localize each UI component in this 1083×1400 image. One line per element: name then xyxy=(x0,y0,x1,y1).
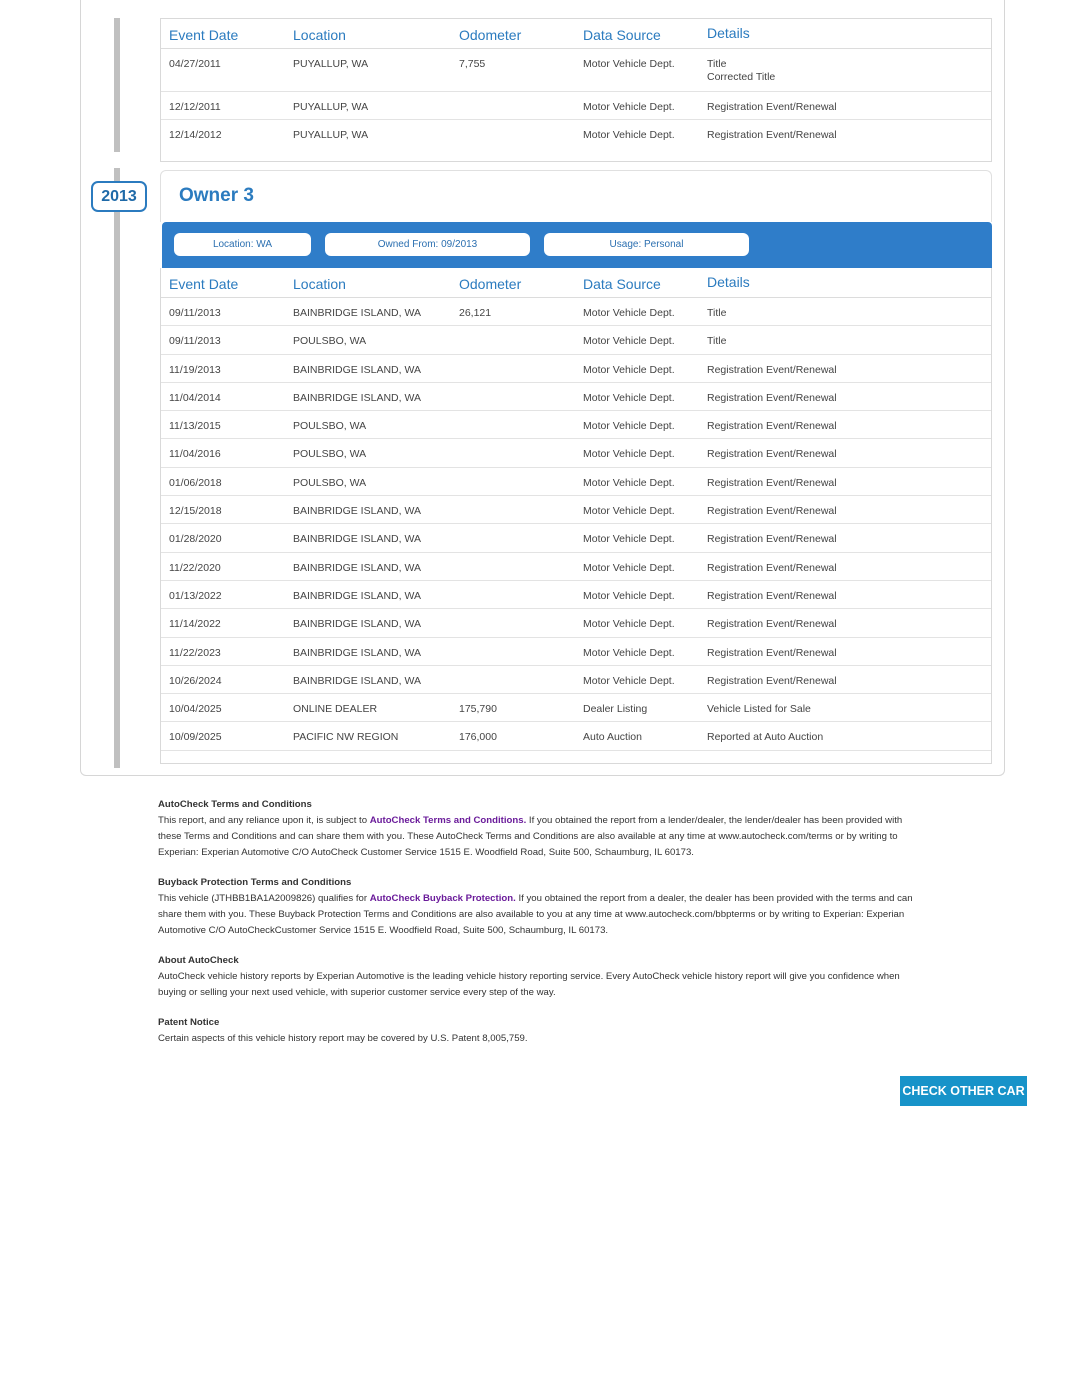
cell-details: Registration Event/Renewal xyxy=(707,129,837,142)
table-row xyxy=(161,468,991,496)
table-header-row xyxy=(161,19,991,49)
table-row xyxy=(161,92,991,120)
cell-location: BAINBRIDGE ISLAND, WA xyxy=(293,307,421,319)
cell-source: Motor Vehicle Dept. xyxy=(583,363,675,376)
table-row xyxy=(161,722,991,750)
table-header-row xyxy=(161,268,991,298)
cell-source: Motor Vehicle Dept. xyxy=(583,391,675,404)
cell-location: BAINBRIDGE ISLAND, WA xyxy=(293,618,421,631)
buyback-text: If you obtained the report from a dealer, the dealer has been provided with the terms and can share them with you. These Buyback Protection Terms and Conditions are also available to you at any time at www.autocheck.com/bbpterms or by writing to Experian: Experian Automotive C/O AutoCheckCustomer Service 1515 E. Woodfield Road, Suite 500, Schaumburg, IL 60173. xyxy=(158,893,913,936)
cell-details: Registration Event/Renewal xyxy=(707,476,837,489)
cell-source: Motor Vehicle Dept. xyxy=(583,561,675,574)
cell-source: Motor Vehicle Dept. xyxy=(583,674,675,687)
header-odometer: Odometer xyxy=(459,276,522,292)
cell-location: BAINBRIDGE ISLAND, WA xyxy=(293,561,421,574)
cell-odometer: 176,000 xyxy=(459,731,497,744)
cell-date: 11/19/2013 xyxy=(169,363,221,376)
table-row xyxy=(161,439,991,467)
about-paragraph: AutoCheck vehicle history reports by Experian Automotive is the leading vehicle history reporting service. Every AutoCheck vehicle history report will give you confidence when buying or selling your next used vehicle, with superior customer service every step of the way. xyxy=(158,971,900,998)
cell-location: PUYALLUP, WA xyxy=(293,101,369,113)
header-location: Location xyxy=(293,276,346,292)
table-row xyxy=(161,666,991,694)
details-line: Corrected Title xyxy=(707,71,776,83)
cell-date: 12/15/2018 xyxy=(169,505,222,518)
cell-details: Registration Event/Renewal xyxy=(707,561,837,574)
year-badge: 2013 xyxy=(91,181,147,212)
terms-text: If you obtained the report from a lender/dealer, the lender/dealer has been provided with these Terms and Conditions and can share them with you. These AutoCheck Terms and Conditions are also available at any time at www.autocheck.com/terms or by writing to Experian: Experian Automotive C/O AutoCheck Customer Service 1515 E. Woodfield Road, Suite 500, Schaumburg, IL 60173. xyxy=(158,815,903,858)
table-row xyxy=(161,581,991,609)
cell-details: Registration Event/Renewal xyxy=(707,618,837,631)
cell-odometer: 7,755 xyxy=(459,58,486,70)
cell-location: BAINBRIDGE ISLAND, WA xyxy=(293,505,421,518)
cell-date: 01/06/2018 xyxy=(169,476,222,489)
cell-details: Registration Event/Renewal xyxy=(707,589,837,602)
cell-location: ONLINE DEALER xyxy=(293,703,378,716)
cell-location: BAINBRIDGE ISLAND, WA xyxy=(293,533,421,546)
cell-location: BAINBRIDGE ISLAND, WA xyxy=(293,589,421,602)
terms-text: This report, and any reliance upon it, is subject to xyxy=(158,815,370,826)
cell-details: Registration Event/Renewal xyxy=(707,448,837,461)
header-details: Details xyxy=(707,274,750,290)
buyback-text: This vehicle (JTHBB1BA1A2009826) qualifies for xyxy=(158,893,370,904)
cell-date: 04/27/2011 xyxy=(169,58,221,70)
cell-location: BAINBRIDGE ISLAND, WA xyxy=(293,674,421,687)
header-data-source: Data Source xyxy=(583,276,661,292)
cell-details: Vehicle Listed for Sale xyxy=(707,703,811,716)
cell-source: Motor Vehicle Dept. xyxy=(583,618,675,631)
header-event-date: Event Date xyxy=(169,27,239,43)
cell-details: Reported at Auto Auction xyxy=(707,731,824,744)
owner3-history-table xyxy=(160,268,992,764)
cell-date: 09/11/2013 xyxy=(169,307,221,319)
cell-date: 11/22/2023 xyxy=(169,646,221,659)
owner2-history-table xyxy=(160,18,992,162)
cell-date: 12/14/2012 xyxy=(169,129,222,142)
cell-date: 10/04/2025 xyxy=(169,703,222,716)
table-row xyxy=(161,326,991,354)
details-line: Title xyxy=(707,58,727,70)
owner-header xyxy=(160,170,992,222)
table-row xyxy=(161,355,991,383)
cell-date: 10/09/2025 xyxy=(169,731,222,744)
cell-location: POULSBO, WA xyxy=(293,335,367,348)
cell-odometer: 175,790 xyxy=(459,703,497,716)
cell-location: BAINBRIDGE ISLAND, WA xyxy=(293,391,421,404)
cell-source: Auto Auction xyxy=(583,731,642,744)
cell-location: BAINBRIDGE ISLAND, WA xyxy=(293,646,421,659)
cell-details: Registration Event/Renewal xyxy=(707,646,837,659)
header-details: Details xyxy=(707,25,750,41)
cell-date: 11/04/2014 xyxy=(169,391,221,404)
cell-location: BAINBRIDGE ISLAND, WA xyxy=(293,363,421,376)
cell-source: Motor Vehicle Dept. xyxy=(583,505,675,518)
table-row xyxy=(161,609,991,637)
cell-date: 12/12/2011 xyxy=(169,101,221,113)
autocheck-terms-link[interactable]: AutoCheck Terms and Conditions. xyxy=(369,815,527,826)
cell-location: PACIFIC NW REGION xyxy=(293,731,399,744)
cell-odometer: 26,121 xyxy=(459,307,492,319)
cell-source: Motor Vehicle Dept. xyxy=(583,646,675,659)
location-pill: Location: WA xyxy=(174,233,311,256)
cell-source: Dealer Listing xyxy=(583,703,648,716)
table-row xyxy=(161,553,991,581)
patent-paragraph: Certain aspects of this vehicle history report may be covered by U.S. Patent 8,005,759. xyxy=(158,1033,528,1044)
cell-details: Registration Event/Renewal xyxy=(707,533,837,546)
table-row xyxy=(161,383,991,411)
cell-location: POULSBO, WA xyxy=(293,420,367,433)
cell-date: 09/11/2013 xyxy=(169,335,221,348)
cell-source: Motor Vehicle Dept. xyxy=(583,101,675,113)
cell-details: Registration Event/Renewal xyxy=(707,505,837,518)
cell-details: Registration Event/Renewal xyxy=(707,101,837,113)
terms-section xyxy=(158,797,918,1047)
cell-date: 10/26/2024 xyxy=(169,674,222,687)
cell-location: PUYALLUP, WA xyxy=(293,58,369,70)
timeline-line xyxy=(114,168,120,768)
cell-details: Title xyxy=(707,307,727,319)
cell-date: 01/13/2022 xyxy=(169,589,222,602)
header-event-date: Event Date xyxy=(169,276,239,292)
terms-paragraph xyxy=(158,813,918,861)
owned-from-pill: Owned From: 09/2013 xyxy=(325,233,530,256)
cell-source: Motor Vehicle Dept. xyxy=(583,533,675,546)
owner-title: Owner 3 xyxy=(179,185,254,206)
buyback-paragraph xyxy=(158,891,918,939)
owner-info-bar xyxy=(162,222,992,268)
cell-location: POULSBO, WA xyxy=(293,448,367,461)
buyback-protection-link[interactable]: AutoCheck Buyback Protection. xyxy=(369,893,516,904)
cell-details: Registration Event/Renewal xyxy=(707,391,837,404)
cell-source: Motor Vehicle Dept. xyxy=(583,335,675,348)
table-row xyxy=(161,411,991,439)
cell-details: Title xyxy=(707,335,727,348)
cell-date: 01/28/2020 xyxy=(169,533,222,546)
table-row xyxy=(161,49,991,92)
header-odometer: Odometer xyxy=(459,27,522,43)
cell-location: POULSBO, WA xyxy=(293,476,367,489)
cell-details: Registration Event/Renewal xyxy=(707,674,837,687)
cell-details xyxy=(707,58,775,84)
table-row xyxy=(161,120,991,148)
cell-source: Motor Vehicle Dept. xyxy=(583,589,675,602)
cell-date: 11/14/2022 xyxy=(169,618,221,631)
cell-source: Motor Vehicle Dept. xyxy=(583,420,675,433)
cell-date: 11/04/2016 xyxy=(169,448,221,461)
terms-heading: AutoCheck Terms and Conditions xyxy=(158,799,312,810)
table-row xyxy=(161,298,991,326)
header-data-source: Data Source xyxy=(583,27,661,43)
header-location: Location xyxy=(293,27,346,43)
check-other-car-button[interactable]: CHECK OTHER CAR xyxy=(900,1076,1027,1106)
cell-details: Registration Event/Renewal xyxy=(707,420,837,433)
about-heading: About AutoCheck xyxy=(158,955,239,966)
cell-source: Motor Vehicle Dept. xyxy=(583,58,675,70)
cell-location: PUYALLUP, WA xyxy=(293,129,369,142)
cell-source: Motor Vehicle Dept. xyxy=(583,476,675,489)
table-row xyxy=(161,694,991,722)
cell-source: Motor Vehicle Dept. xyxy=(583,307,675,319)
table-row xyxy=(161,496,991,524)
cell-date: 11/22/2020 xyxy=(169,561,221,574)
usage-pill: Usage: Personal xyxy=(544,233,749,256)
timeline-line xyxy=(114,18,120,152)
cell-source: Motor Vehicle Dept. xyxy=(583,129,675,142)
cell-details: Registration Event/Renewal xyxy=(707,363,837,376)
cell-date: 11/13/2015 xyxy=(169,420,221,433)
cell-source: Motor Vehicle Dept. xyxy=(583,448,675,461)
table-row xyxy=(161,638,991,666)
patent-heading: Patent Notice xyxy=(158,1017,220,1028)
table-row xyxy=(161,524,991,552)
buyback-heading: Buyback Protection Terms and Conditions xyxy=(158,877,352,888)
